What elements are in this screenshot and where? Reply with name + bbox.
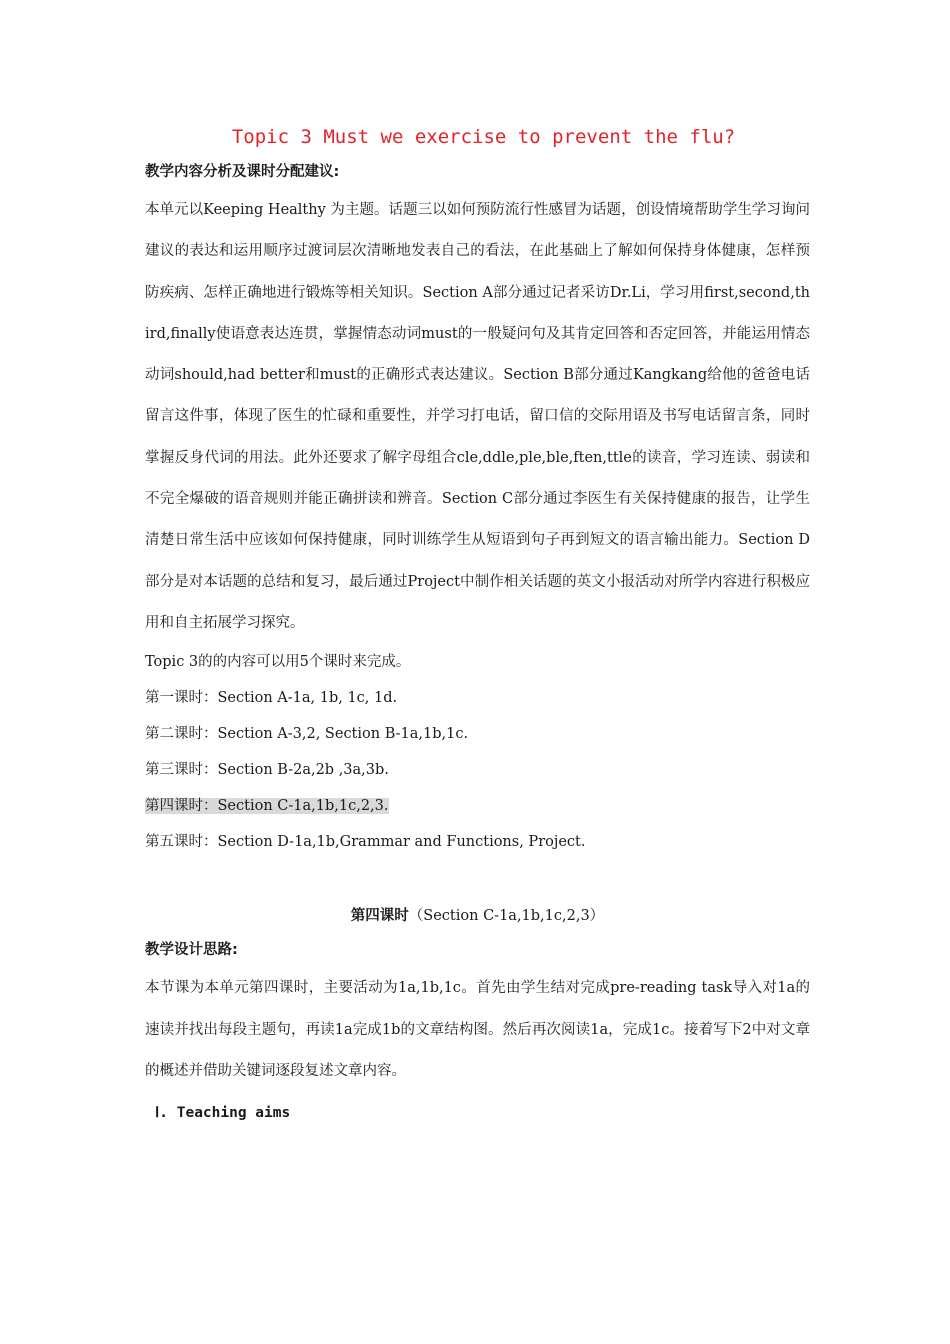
- period-item-5: 第五课时：Section D-1a,1b,Grammar and Functions, Project.: [145, 834, 586, 851]
- lesson-heading: [145, 904, 810, 928]
- lesson-heading-bold: 第四课时: [350, 908, 409, 925]
- period-item-4-wrapper: [145, 788, 810, 824]
- design-paragraph: 本节课为本单元第四课时，主要活动为1a,1b,1c。首先由学生结对完成pre-reading task导入对1a的速读并找出每段主题句，再读1a完成1b的文章结构图。然后再次阅读1a，完成1c。接着写下2中对文章的概述并借助关键词逐段复述文章内容。: [145, 980, 810, 1079]
- period-item-1: 第一课时：Section A-1a, 1b, 1c, 1d.: [145, 690, 398, 707]
- lesson-heading-rest: （Section C-1a,1b,1c,2,3）: [408, 908, 605, 925]
- document-title: Topic 3 Must we exercise to prevent the flu?: [231, 126, 736, 148]
- design-heading: 教学设计思路:: [145, 942, 238, 959]
- teaching-aims-heading: Ⅰ. Teaching aims: [155, 1105, 291, 1122]
- periods-intro: Topic 3的的内容可以用5个课时来完成。: [145, 654, 411, 671]
- analysis-heading: 教学内容分析及课时分配建议:: [145, 164, 340, 180]
- document-page: [145, 122, 810, 1128]
- period-item-3: 第三课时：Section B-2a,2b ,3a,3b.: [145, 762, 389, 779]
- period-item-2: 第二课时：Section A-3,2, Section B-1a,1b,1c.: [145, 726, 469, 743]
- analysis-paragraph: 本单元以Keeping Healthy 为主题。话题三以如何预防流行性感冒为话题，创设情境帮助学生学习询问建议的表达和运用顺序过渡词层次清晰地发表自己的看法，在此基础上了解如何保持身体健康，怎样预防疾病、怎样正确地进行锻炼等相关知识。Section A部分通过记者采访Dr.Li，学习用first,second,third,finally使语意表达连贯，掌握情态动词must的一般疑问句及其肯定回答和否定回答，并能运用情态动词should,had better和must的正确形式表达建议。Section B部分通过Kangkang给他的爸爸电话留言这件事，体现了医生的忙碌和重要性，并学习打电话，留口信的交际用语及书写电话留言条，同时掌握反身代词的用法。此外还要求了解字母组合cle,ddle,ple,ble,ften,ttle的读音，学习连读、弱读和不完全爆破的语音规则并能正确拼读和辨音。Section C部分通过李医生有关保持健康的报告，让学生清楚日常生活中应该如何保持健康，同时训练学生从短语到句子再到短文的语言输出能力。Section D部分是对本话题的总结和复习，最后通过Project中制作相关话题的英文小报活动对所学内容进行积极应用和自主拓展学习探究。: [145, 202, 810, 631]
- period-item-4: 第四课时：Section C-1a,1b,1c,2,3.: [145, 798, 389, 815]
